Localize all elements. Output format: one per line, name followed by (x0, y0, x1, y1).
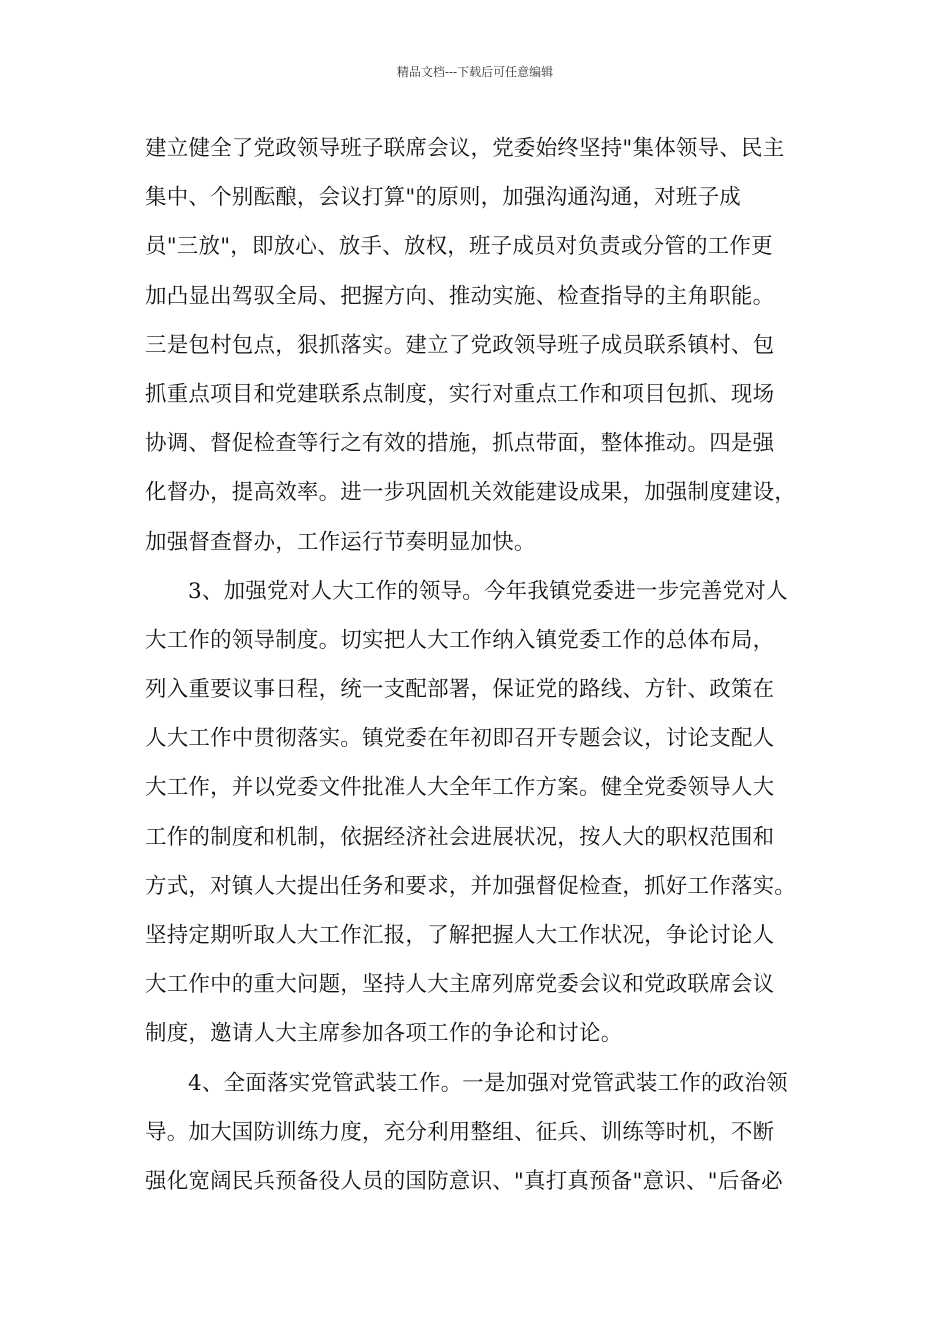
paragraph-start-line: 4、全面落实党管武装工作。一是加强对党管武装工作的政治领 (188, 1070, 788, 1096)
document-body (145, 124, 825, 1206)
text-line: 协调、督促检查等行之有效的措施，抓点带面，整体推动。四是强 (145, 431, 775, 457)
paragraph-start-line: 3、加强党对人大工作的领导。今年我镇党委进一步完善党对人 (188, 578, 788, 604)
text-line: 强化宽阔民兵预备役人员的国防意识、"真打真预备"意识、"后备必 (145, 1168, 783, 1194)
text-line: 列入重要议事日程，统一支配部署，保证党的路线、方针、政策在 (145, 677, 775, 703)
text-line: 三是包村包点，狠抓落实。建立了党政领导班子成员联系镇村、包 (145, 332, 775, 358)
text-line: 大工作的领导制度。切实把人大工作纳入镇党委工作的总体布局， (145, 627, 775, 653)
page-header: 精品文档---下载后可任意编辑 (396, 65, 554, 79)
text-line: 大工作，并以党委文件批准人大全年工作方案。健全党委领导人大 (145, 775, 775, 801)
text-line: 大工作中的重大问题，坚持人大主席列席党委会议和党政联席会议 (145, 972, 775, 998)
text-line: 抓重点项目和党建联系点制度，实行对重点工作和项目包抓、现场 (145, 381, 775, 407)
text-line: 化督办，提高效率。进一步巩固机关效能建设成果，加强制度建设， (145, 480, 797, 506)
text-line: 加凸显出驾驭全局、把握方向、推动实施、检查指导的主角职能。 (145, 283, 775, 309)
text-line: 员"三放"，即放心、放手、放权，班子成员对负责或分管的工作更 (145, 234, 773, 260)
text-line: 方式，对镇人大提出任务和要求，并加强督促检查，抓好工作落实。 (145, 873, 797, 899)
text-line: 导。加大国防训练力度，充分利用整组、征兵、训练等时机，不断 (145, 1119, 775, 1145)
text-line: 工作的制度和机制，依据经济社会进展状况，按人大的职权范围和 (145, 824, 775, 850)
text-line: 坚持定期听取人大工作汇报，了解把握人大工作状况，争论讨论人 (145, 923, 775, 948)
text-line: 集中、个别酝酿，会议打算"的原则，加强沟通沟通，对班子成 (145, 185, 741, 211)
text-line: 制度，邀请人大主席参加各项工作的争论和讨论。 (145, 1021, 623, 1047)
text-line: 建立健全了党政领导班子联席会议，党委始终坚持"集体领导、民主 (145, 136, 785, 161)
text-line: 加强督查督办，工作运行节奏明显加快。 (145, 529, 536, 555)
text-line: 人大工作中贯彻落实。镇党委在年初即召开专题会议，讨论支配人 (145, 726, 775, 752)
